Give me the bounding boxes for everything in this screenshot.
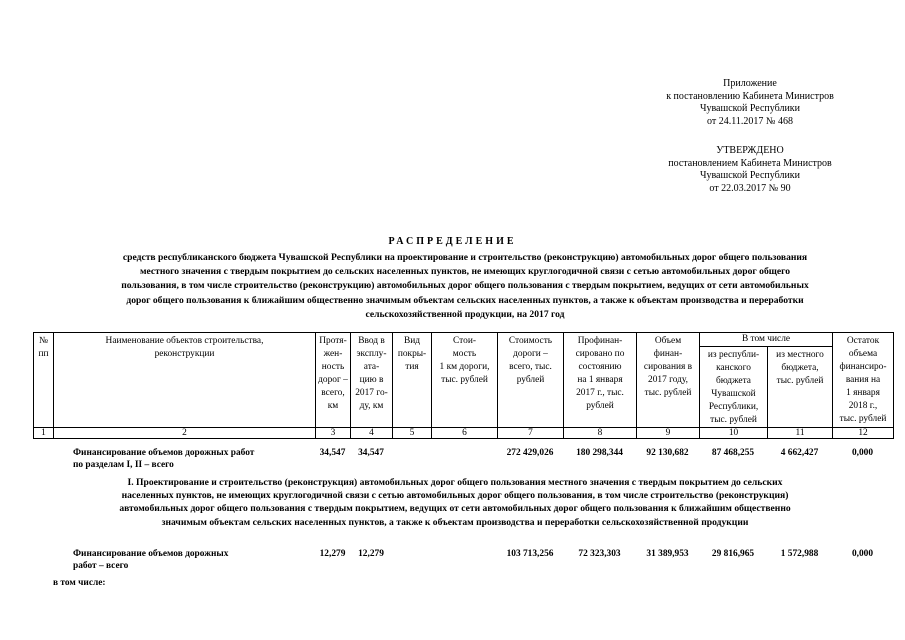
header-line: дороги –: [513, 349, 548, 359]
header-line: цию в: [359, 375, 384, 385]
cell-republic: 29 816,965: [711, 549, 755, 559]
header-line: 1 января: [846, 388, 880, 398]
header-line: вания на: [845, 375, 881, 385]
column-number: 8: [564, 428, 637, 439]
including-label: в том числе:: [53, 578, 106, 588]
cell-cover: [392, 548, 431, 572]
cell-volume: 92 130,682: [646, 448, 689, 458]
header-line: Остаток: [846, 336, 880, 346]
col-cost-per-km-header: [432, 333, 498, 428]
cell-cost-per-km: [431, 548, 497, 572]
col-local-budget-header: [768, 347, 833, 428]
cell-commissioning: 12,279: [358, 549, 384, 559]
header-line: 2018 г.,: [848, 401, 878, 411]
appendix-block: [600, 78, 900, 128]
approved-line: УТВЕРЖДЕНО: [716, 145, 784, 156]
header-line: бюджета: [716, 376, 751, 386]
column-number: 9: [637, 428, 700, 439]
cell-financed: 72 323,303: [578, 549, 621, 559]
column-numbers-row: [34, 428, 894, 439]
section-heading-line: населенных пунктов, не имеющих круглогодичной связи с сетью автомобильных дорог общего пользования, в том числе строительство (реконструкция): [121, 490, 789, 502]
header-line: реконструкции: [154, 349, 215, 359]
row-name-line: работ – всего: [73, 561, 129, 571]
header-line: жен-: [323, 349, 343, 359]
approved-line: Чувашской Республики: [699, 170, 801, 181]
row-name-line: Финансирование объемов дорожных работ: [73, 448, 255, 458]
column-number: 2: [54, 428, 316, 439]
approved-block: [600, 145, 900, 195]
appendix-line: Приложение: [723, 78, 777, 89]
section-heading-line: автомобильных дорог общего пользования с твердым покрытием, ведущих от сети автомобильных дорог общего пользования к ближайшим общественно: [119, 503, 791, 515]
header-line: объема: [848, 349, 878, 359]
header-line: пп: [38, 349, 49, 359]
subtitle-line: дорог общего пользования к ближайшим общественно значимым объектам сельских населенных пунктов, а также к объектам производства и переработки: [126, 294, 804, 306]
column-number: 6: [432, 428, 498, 439]
cell-volume: 31 389,953: [646, 549, 689, 559]
col-number-header: [34, 333, 54, 428]
row-name-line: по разделам I, II – всего: [73, 460, 174, 470]
col-financed-header: [564, 333, 637, 428]
header-line: финан-: [653, 349, 683, 359]
subtitle-line: сельскохозяйственной продукции, на 2017 год: [365, 308, 565, 320]
header-line: мость: [452, 349, 477, 359]
header-line: Стои-: [453, 336, 476, 346]
header-line: покры-: [397, 349, 427, 359]
total-financing-row: [33, 447, 893, 471]
appendix-line: от 24.11.2017 № 468: [707, 115, 793, 127]
appendix-line: к постановлению Кабинета Министров: [666, 90, 834, 102]
section-heading: [60, 476, 850, 529]
header-line: сирования в: [643, 362, 693, 372]
header-line: рублей: [586, 401, 614, 411]
header-line: ду, км: [359, 401, 384, 411]
column-number: 10: [700, 428, 768, 439]
header-line: Протя-: [319, 336, 347, 346]
subtitle-line: местного значения с твердым покрытием до сельских населенных пунктов, не имеющих круглогодичной связи с сетью автомобильных дорог общего: [139, 266, 791, 278]
header-line: из республи-: [707, 350, 760, 360]
header-line: тыс. рублей: [776, 376, 824, 386]
col-volume-header: [637, 333, 700, 428]
section-financing-row: [33, 548, 893, 572]
cell-cover: [392, 447, 431, 471]
header-line: Объем: [654, 336, 682, 346]
cell-republic: 87 468,255: [711, 448, 755, 458]
header-line: тыс. рублей: [644, 388, 692, 398]
approved-line: от 22.03.2017 № 90: [709, 182, 791, 194]
header-line: дорог –: [318, 375, 348, 385]
section-heading-line: значимым объектам сельских населенных пунктов, а также к объектам производства и переработки сельскохозяйственной продукции: [161, 516, 749, 528]
header-line: 2017 г., тыс.: [576, 388, 624, 398]
header-line: бюджета,: [781, 363, 819, 373]
column-number: 4: [351, 428, 393, 439]
section-heading-line: I. Проектирование и строительство (реконструкция) автомобильных дорог общего пользования местного значения с твердым покрытием до сельских: [127, 477, 783, 488]
header-line: эксплу-: [356, 349, 387, 359]
header-line: тия: [405, 362, 419, 372]
column-number: 11: [768, 428, 833, 439]
cell-remainder: 0,000: [851, 448, 874, 458]
header-line: финансиро-: [839, 362, 887, 372]
cell-length: 12,279: [319, 549, 346, 559]
header-line: 2017 году,: [648, 375, 688, 385]
header-line: Ввод в: [358, 336, 385, 346]
col-cover-header: [393, 333, 432, 428]
header-line: ата-: [363, 362, 380, 372]
header-line: на 1 января: [577, 375, 623, 385]
col-republic-budget-header: [700, 347, 768, 428]
header-line: 2017 го-: [355, 388, 388, 398]
header-line: км: [327, 401, 339, 411]
header-line: всего,: [321, 388, 345, 398]
row-name: [53, 548, 315, 572]
column-number: 5: [393, 428, 432, 439]
cell-remainder: 0,000: [851, 549, 874, 559]
header-line: Республики,: [708, 402, 759, 412]
column-number: 3: [316, 428, 351, 439]
col-length-header: [316, 333, 351, 428]
header-line: канского: [716, 363, 751, 373]
cell-cost-per-km: [431, 447, 497, 471]
cell-commissioning: 34,547: [358, 448, 384, 458]
header-line: всего, тыс.: [509, 362, 552, 372]
subtitle-line: пользования, в том числе строительство (реконструкцию) автомобильных дорог общего пользования с твердым покрытием, ведущих от сети автомобильных: [121, 280, 809, 292]
header-line: 1 км дороги,: [439, 362, 490, 372]
distribution-table-header: [33, 332, 894, 439]
subtitle-line: средств республиканского бюджета Чувашской Республики на проектирование и строительство (реконструкцию) автомобильных дорог общего пользования: [122, 252, 808, 263]
col-commissioning-header: [351, 333, 393, 428]
column-number: 1: [34, 428, 54, 439]
header-line: тыс. рублей: [710, 415, 757, 425]
row-name-line: Финансирование объемов дорожных: [73, 549, 229, 559]
cell-length: 34,547: [319, 448, 346, 458]
cell-cost-total: 272 429,026: [506, 448, 554, 458]
header-line: сировано по: [575, 349, 625, 359]
column-number: 7: [498, 428, 564, 439]
column-number: 12: [833, 428, 894, 439]
appendix-line: Чувашской Республики: [699, 103, 801, 114]
header-line: Наименование объектов строительства,: [105, 336, 264, 346]
header-line: Стоимость: [508, 336, 553, 346]
row-name: [53, 447, 315, 471]
header-line: состоянию: [578, 362, 622, 372]
approved-line: постановлением Кабинета Министров: [668, 157, 832, 169]
document-subtitle: [55, 251, 875, 322]
header-line: Чувашской: [711, 389, 756, 399]
col-remainder-header: [833, 333, 894, 428]
col-including-group-header: В том числе: [700, 333, 833, 347]
cell-cost-total: 103 713,256: [506, 549, 554, 559]
header-line: тыс. рублей: [441, 375, 488, 385]
col-name-header: [54, 333, 316, 428]
cell-local: 4 662,427: [780, 448, 819, 458]
col-cost-total-header: [498, 333, 564, 428]
header-line: Профинан-: [577, 336, 623, 346]
cell-financed: 180 298,344: [576, 448, 623, 458]
header-line: Вид: [403, 336, 421, 346]
cell-local: 1 572,988: [780, 549, 819, 559]
header-line: №: [39, 336, 48, 346]
document-title: РАСПРЕДЕЛЕНИЕ: [388, 236, 517, 247]
header-line: тыс. рублей: [839, 414, 887, 424]
header-line: ность: [321, 362, 345, 372]
header-line: из местного: [776, 350, 824, 360]
header-line: рублей: [516, 375, 545, 385]
